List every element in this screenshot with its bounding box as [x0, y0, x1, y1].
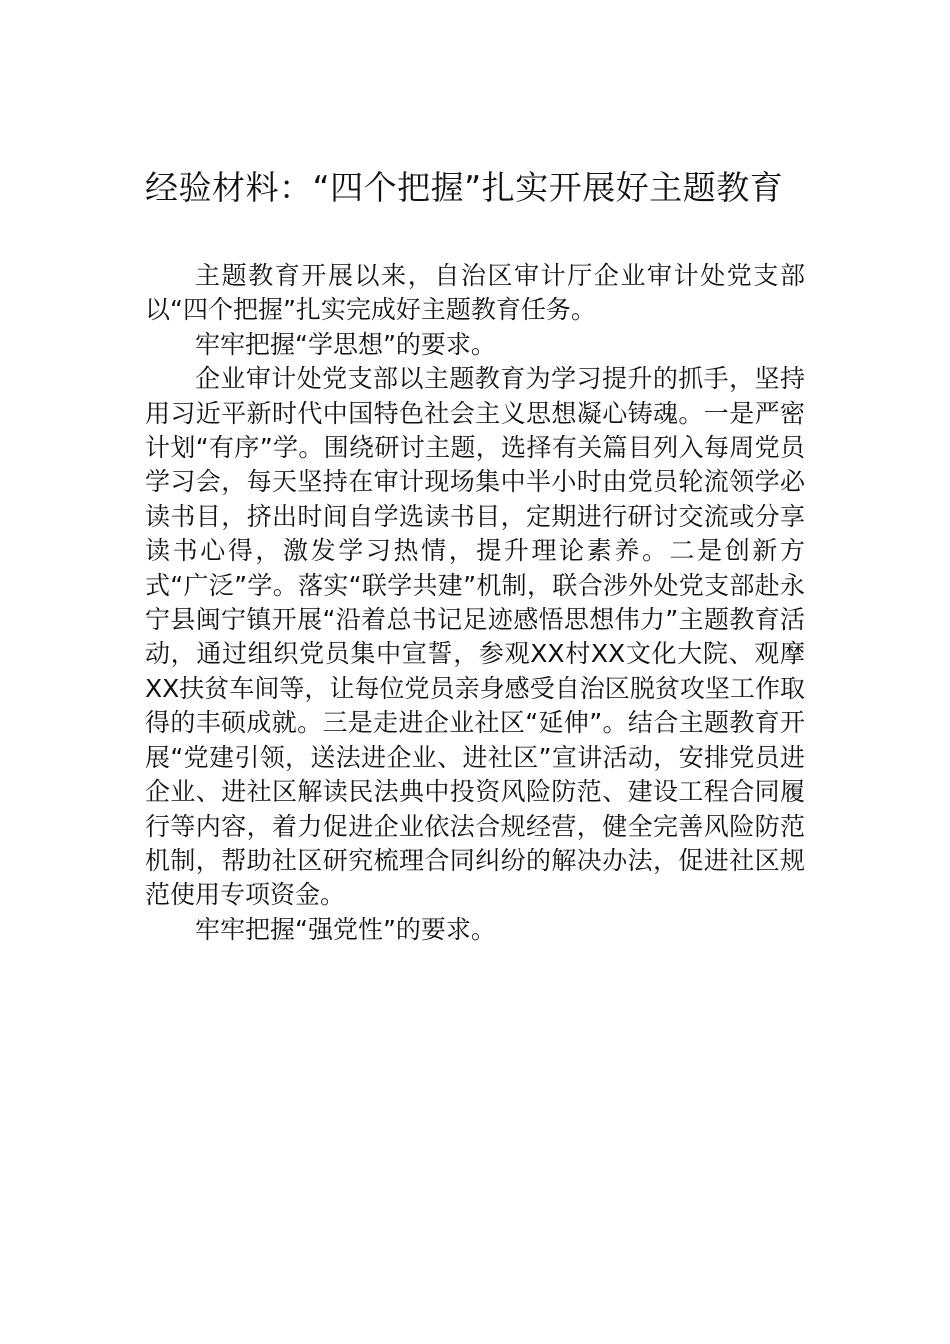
document-body — [145, 259, 805, 947]
paragraph-heading-party: 牢牢把握“强党性”的要求。 — [195, 914, 496, 944]
document-title: 经验材料：“四个把握”扎实开展好主题教育 — [145, 168, 784, 207]
paragraph-heading-study: 牢牢把握“学思想”的要求。 — [195, 329, 496, 359]
paragraph-intro: 主题教育开展以来，自治区审计厅企业审计处党支部以“四个把握”扎实完成好主题教育任务。 — [145, 261, 805, 325]
paragraph-study-detail: 企业审计处党支部以主题教育为学习提升的抓手，坚持用习近平新时代中国特色社会主义思想凝心铸魂。一是严密计划“有序”学。围绕研讨主题，选择有关篇目列入每周党员学习会，每天坚持在审计现场集中半小时由党员轮流领学必读书目，挤出时间自学选读书目，定期进行研讨交流或分享读书心得，激发学习热情，提升理论素养。二是创新方式“广泛”学。落实“联学共建”机制，联合涉外处党支部赴永宁县闽宁镇开展“沿着总书记足迹感悟思想伟力”主题教育活动，通过组织党员集中宣誓，参观XX村XX文化大院、观摩XX扶贫车间等，让每位党员亲身感受自治区脱贫攻坚工作取得的丰硕成就。三是走进企业社区“延伸”。结合主题教育开展“党建引领，送法进企业、进社区”宣讲活动，安排党员进企业、进社区解读民法典中投资风险防范、建设工程合同履行等内容，着力促进企业依法合规经营，健全完善风险防范机制，帮助社区研究梳理合同纠纷的解决办法，促进社区规范使用专项资金。 — [145, 364, 805, 910]
